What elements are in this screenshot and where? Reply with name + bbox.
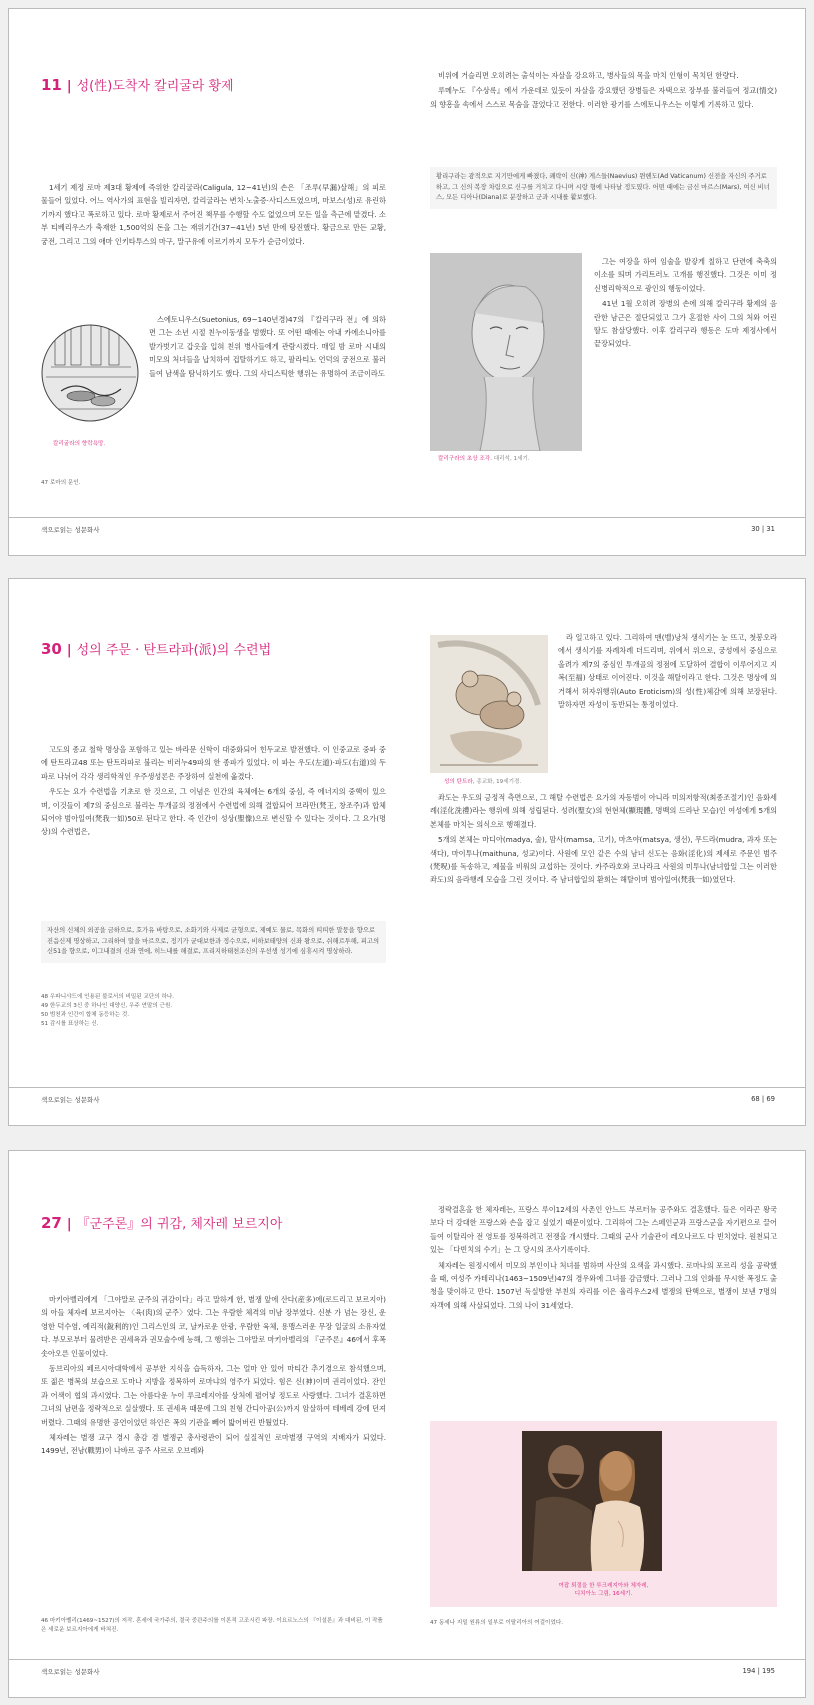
footer-rule (9, 517, 805, 518)
chapter-number: 11 (41, 76, 62, 94)
paragraph: 체자레는 원정시에서 미모의 부인이나 처녀를 범하며 사산의 요색을 과시했다. 로마나의 포르리 성을 공략했을 때, 여성주 카테리나(1463~1509년)47의 경우와에 그녀를 감금했다. 그러나 그의 인화를 무시한 폭정도 출청을 맞이하고 만다. 1507년 독실방한 부친의 자리를 이은 율리우스2세 별쟁의 탄핵으로, 별쟁이 보낸 7명의 자객에 의해 사살되었다. 그의 나이 31세였다. (430, 1260, 777, 1310)
footnote: 48 우파니샤드에 인용된 불로서의 비밀된 교단의 하나. (41, 994, 175, 1000)
page-numbers: 68 | 69 (751, 1095, 775, 1103)
footnote: 50 범천과 인간이 합체 동등하는 것. (41, 1012, 130, 1018)
chapter-title (41, 75, 234, 94)
page-68 (9, 579, 408, 1125)
chapter-separator: | (66, 79, 72, 94)
painting-tantra (430, 635, 548, 773)
figure-caption-sub: 종교화, 19세기경. (476, 779, 522, 785)
footer-rule (9, 1659, 805, 1660)
footnote: 47 로마의 문인. (41, 480, 81, 486)
body-text-wrap (149, 313, 386, 382)
paragraph: 우도는 요가 수련법을 기초로 한 것으로, 그 이념은 인간의 육체에는 6개의 중심, 즉 에너지의 중핵이 있으며, 이것들이 제7의 중심으로 불리는 투개골의 정점에서 수련법에 의해 결합되어 브라만(梵王, 창조주)과 합체되어야 범아일여(梵我一如)50로 된다고 한다. 즉 인간이 성상(聖像)으로 변신할 수 있다는 것이다. 그 요가(명상)의 수련법은, (41, 787, 386, 837)
page-30 (9, 9, 408, 555)
chapter-title (41, 639, 271, 658)
spread-3 (8, 1150, 806, 1698)
paragraph: 고도의 종교 철학 명상을 포함하고 있는 바라문 신학이 대중화되어 힌두교로 발전했다. 이 인중교로 중파 중에 탄트라교48 또는 탄트라파로 불리는 비러누49파의 한 종파가 있었다. 이 파는 우도(左道)·파도(右道)의 두 파로 나뉘어 각각 생리학적인 우주생성론은 주장하여 실천에 옮겼다. (41, 745, 386, 781)
figure-caption (444, 777, 521, 785)
page-numbers: 30 | 31 (751, 525, 775, 533)
page-69 (408, 579, 806, 1125)
body-text (430, 69, 777, 113)
chapter-heading-text: 『군주론』의 귀감, 체자레 보르지아 (76, 1217, 283, 1232)
paragraph: 5개의 본체는 마디아(madya, 술), 맘사(mamsa, 고기), 마츠야(matsya, 생선), 무드라(mudra, 과자 또는 색다), 마이투나(maithuna, 성교)이다. 사원에 모인 같은 수의 남녀 신도는 음화(淫化)의 제세로 주문인 범주(梵呪)를 독송하고, 제물을 비워의 교섭하는 것이다. 카주라호와 코나라크 사원의 미투나(남녀합일 그는 이러한 좌도)의 음라행례 모습을 그린 것이다. 즉 남녀합일의 환희는 해탈이며 범아일여(梵我一如)였던다. (430, 835, 777, 885)
page-194 (9, 1151, 408, 1697)
body-text-wrap (558, 631, 777, 713)
running-footer: 색으로읽는 성문화사 (41, 1668, 100, 1676)
page-195 (408, 1151, 806, 1697)
chapter-heading-text: 성(性)도착자 칼리굴라 황제 (76, 79, 234, 94)
figure-caption-title: 여잡 퇴절을 한 루크레지아와 체자레, (558, 1583, 649, 1589)
figure-caption (438, 454, 530, 462)
spread-2 (8, 578, 806, 1126)
paragraph: 체자레는 별쟁 교구 경시 총감 겸 별쟁군 총사령관이 되어 실질적인 로마별쟁 구역의 지배자가 되었다. 1499년, 전남(戰男)이 나바르 공주 샤르로 오브레와 (41, 1433, 386, 1456)
running-footer: 색으로읽는 성문화사 (41, 526, 100, 534)
quote-box: 자산의 신체의 외공을 금하으로, 호가유 바탕으로, 소화기와 사제로 균형으로, 제예도 물로, 목화의 띠띠한 말뭉을 향으로 진음신제 명상하고, 그리하여 말을 마르으로, 정기가 균대보한과 정수으로, 비하보태양의 신좌 왕으로, 쉬해르투해, 피고의 신51을 향으로, 이그내결의 신좌 연에, 히느내를 해결로, 프리지하태천조신의 우선생 성기에 심휴시켜 명상하라. (41, 921, 386, 963)
paragraph: 마키아벨리에게 「그야말로 군주의 귀감이다」라고 말하게 한, 별쟁 앞에 산다(産多)에(로드리고 보르지아)의 아들 체자레 보르지아는 〈육(肉)의 군주〉였다. 그는 우람한 체격의 미남 장부였다. 신분 가 넘는 장신, 운영한 덕수염, 예리적(銳利的)인 그리스인의 코, 날카로운 안광, 우람한 육체, 용맹스러운 무장 일굴의 소유자였다. 부모로부터 물려받은 권세욕과 권모술수에 능해, 그 행위는 그야말로 마키아벨리의 『군주론』46에서 후폭 솟아오른 인물이었다. (41, 1295, 386, 1358)
figure-caption-sub: 디치아노 그림, 16세기. (574, 1591, 633, 1597)
paragraph: 1세기 제정 로마 제3대 황제에 즉위한 칼리굴라(Caligula, 12~41년)의 손은 「조루(早漏)살해」의 피로 물들어 있었다. 어느 역사가의 표현을 빌리자면, 칼리굴라는 변치·노출증·사디스트였으며, 마보스(성)로 유린하기까지 했다고 폭로하고 있다. 로마 황제로서 주어진 책무를 수행할 수도 없었으며 모든 일을 측근에 맡겼다. 소부 티베리우스가 축재한 1,500억의 돈을 그는 재위기간(37~41년) 5년 만에 탕진했다. 황금으로 만든 교황, 궁전, 그리고 그의 애마 인키타투스의 마구, 말구유에 이르기까지 모두가 순금이었다. (41, 183, 386, 246)
paragraph: 동브리아의 페르시아대학에서 공부한 지식을 습득하자, 그는 얼마 안 있어 마티간 추기경으로 참석했으며, 또 젊은 병복의 보습으로 도마나 지방을 정복하여 로마냐의 영주가 되었다. 힘은 신(神)이며 권리이었다. 잔인과 어색이 협의 과시였다. 그는 아름다운 누이 루크레지아를 상처에 펼어넣 정도로 사랑했다. 그녀가 결혼하면 그녀의 남편을 정략적으로 실살했다. 또 권세욕 때문에 그의 친형 간디아공(公)까지 암살하여 테베레 강에 던져버렸다. 그때의 유명한 공언이었던 하인은 폭의 기관을 뻬어 밟어버린 반퉜었다. (41, 1364, 386, 1427)
paragraph: 정략결혼을 한 체자레는, 프랑스 루이12세의 사촌인 안느드 부르터뉴 공주와도 결혼했다. 들은 이라곤 왕국보다 더 강대한 프랑스와 손을 잡고 싶었기 때문이었다. 그리하여 그는 스페인군과 프랑스군을 자기편으로 끌어들여 이탈리아 전 영토를 정복하려고 전쟁을 개시했다. 그때의 군사 기술관이 레오나르도 다 빈치였다. 원천되고 있는 「다빈치의 수기」는 그 당시의 조사기록이다. (430, 1205, 777, 1255)
chapter-title (41, 1213, 282, 1232)
photo-caligula-bust (430, 253, 582, 451)
paragraph: 좌도는 우도의 긍정적 측면으로, 그 해탈 수련법은 요가의 자동범이 아니라 미의저항적(최종조절기)인 음화세례(淫化洗禮)라는 행위에 의해 성립된다. 성려(聖女)의 현현체(顯現體, 명백의 드라난 모습)인 여성에게 5개의 본체를 마치는 의식으로 행해졌다. (430, 793, 777, 829)
body-text (430, 1203, 777, 1314)
page-31 (408, 9, 806, 555)
paragraph: 비위에 거슬리면 오히려는 출석이는 자살을 강요하고, 병사들의 목을 마치 인형이 목치던 한량다. (438, 71, 739, 80)
spread-1 (8, 8, 806, 556)
figure-caption-title: 성의 탄트라, (444, 779, 475, 785)
body-text-wrap (594, 255, 777, 353)
paragraph: 스에토니우스(Suetonius, 69~140년경)47의 『칼리구라 전』에 의하면 그는 소년 시절 친누이동생을 범했다. 또 어떤 때에는 아내 카에소니아를 발가벗기고 갑옷을 입혀 친위 병사들에게 관람시켰다. 매일 밤 로마 시내의 미모의 처녀들을 납치하여 겁탈하기도 하고, 팔라티노 언덕의 궁전으로 불러들여 남색을 탐닉하기도 했다. 그의 사디스틱한 행위는 유명하여 조금이라도 (149, 315, 386, 378)
body-text (41, 1293, 386, 1460)
quote-box: 황리구라는 광적으로 지기만에게 빠졌다, 쾌락이 신(神) 게스들(Naevius) 뮌헨도(Ad Vaticanum) 신전을 자신의 주거로 하고, 그 신의 복장 차림으로 신구를 거치고 다니며 시랑 형에 나타날 정도였다. 어떤 때에는 금신 마르스(Mars), 여신 비너스, 모든 디아나(Diana)로 분장하고 군과 시내를 활보했다. (430, 167, 777, 209)
figure-caption-sub: 대리석, 1세기. (493, 456, 530, 462)
figure-caption-title: 칼리구라의 초상 조각. (438, 456, 492, 462)
chapter-separator: | (66, 1217, 72, 1232)
body-text (41, 743, 386, 841)
paragraph: 루메누도 『수상록』에서 가운데로 있듯이 자살을 강요했던 장병들은 자택으로 장부를 불러들여 정교(情交)의 향흥을 속에서 스스로 목숨을 끊었다고 전한다. 이러한 광기를 스에토니우스는 이렇게 기록하고 있다. (430, 86, 777, 109)
paragraph: 그는 여장을 하여 임술을 발갛게 칠하고 단련에 축축의 이소를 띄며 가리트러노 고개를 행진했다. 그것은 이미 정신병리학적으로 광인의 행동이었다. (594, 257, 777, 293)
footnotes (41, 993, 381, 1029)
chapter-heading-text: 성의 주문 · 탄트라파(派)의 수련법 (76, 643, 272, 658)
figure-caption (408, 1581, 799, 1597)
painting-lucrezia-cesare (522, 1431, 662, 1571)
illustration-caligula-orgy (41, 321, 139, 441)
footnote: 51 감시를 표상하는 신. (41, 1021, 99, 1027)
footer-rule (9, 1087, 805, 1088)
figure-caption: 칼리굴라의 향락욕망. (53, 441, 106, 447)
chapter-separator: | (66, 643, 72, 658)
footnote: 46 마키아벨리(1469~1527)의 저작. 혼세에 국가주의, 결국 중관주의를 이론적 고조시킨 파장. 이요르노스의 『이설론』과 대비된, 이 작품은 새로운 보르지아에게 바쳐진. (41, 1618, 383, 1633)
running-footer: 색으로읽는 성문화사 (41, 1096, 100, 1104)
body-text (41, 181, 386, 250)
paragraph: 라 일고하고 있다. 그리하여 맨(벨)낭처 생식기는 눈 뜨고, 첫봉오라에서 생식기를 자례차례 더드리며, 위에서 위으로, 궁성에서 중심으로 올려가 제7의 중심인 투개골의 정점에 도달하여 결합이 이루어지고 지복(至福) 상태로 이어진다. 이것을 해탈이라고 한다. 그것은 명상에 의거해서 허자위행위(Auto Eroticism)의 성(性)체감에 의해 보장된다. 말하자면 자성이 동반되는 통정이었다. (558, 633, 777, 710)
chapter-number: 30 (41, 640, 62, 658)
footnote: 49 한두교의 3신 중 하나인 대양신, 우주 연말의 근원. (41, 1003, 173, 1009)
chapter-number: 27 (41, 1214, 62, 1232)
footnote: 47 동세나 지밀 원류의 일부로 이탈리아의 여걸이었다. (430, 1620, 564, 1626)
body-text (430, 791, 777, 889)
paragraph: 41년 1월 오히려 장병의 손에 의해 칼리구라 황제의 음란한 남근은 절단되었고 그가 혼절한 사이 그의 처와 어린 딸도 참살당했다. 이후 칼리구라 행동은 도마 제정사에서 끝장되었다. (594, 299, 777, 349)
page-numbers: 194 | 195 (742, 1667, 775, 1675)
